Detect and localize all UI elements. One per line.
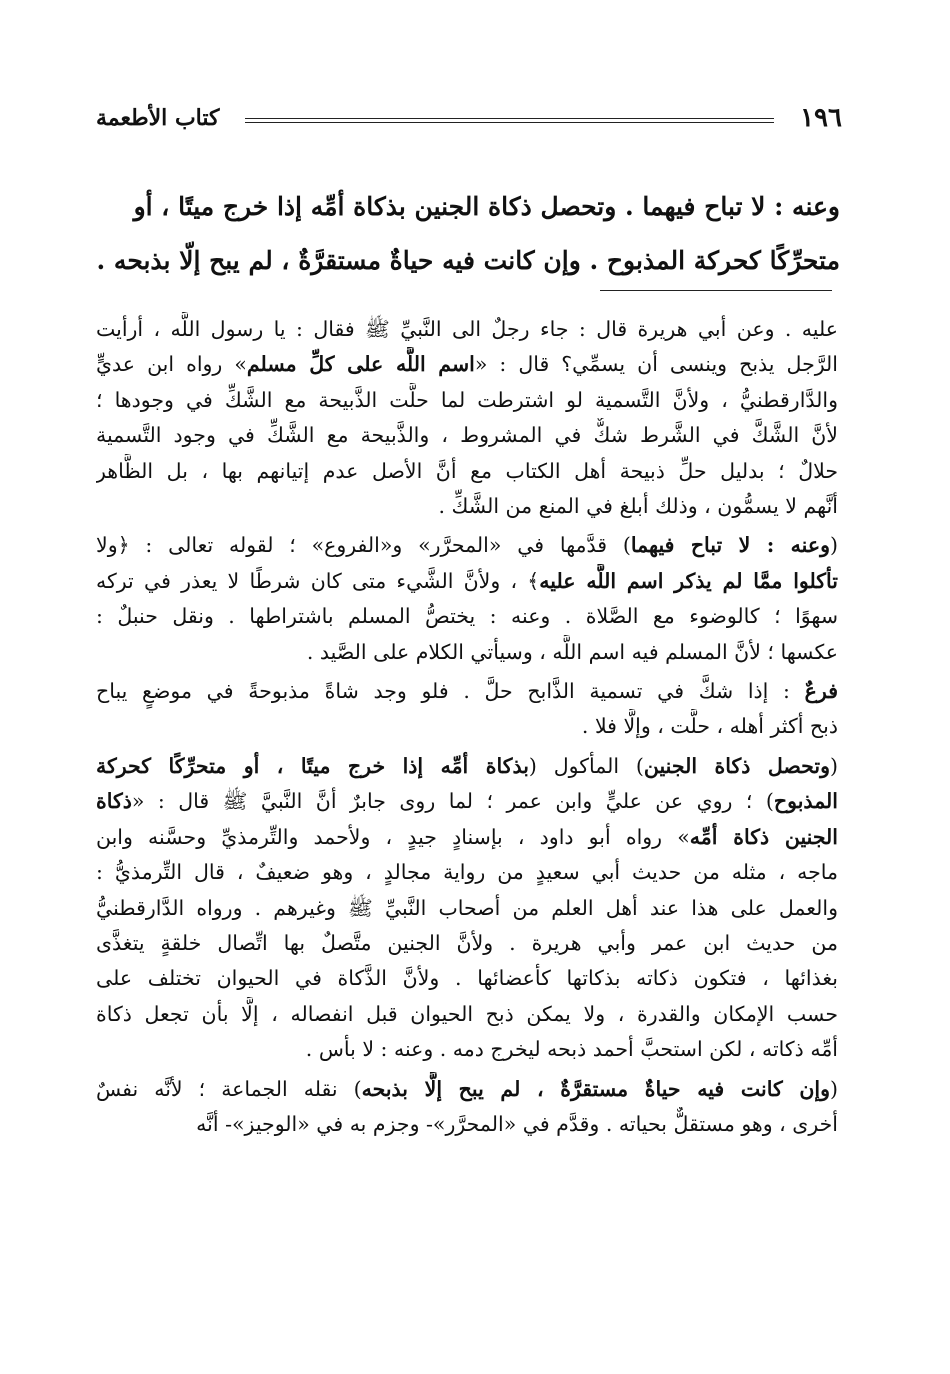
commentary-line: عليه . وعن أبي هريرة قال : جاء رجلٌ الى النَّبيِّ ﷺ فقال : يا رسول اللَّه ، أرأيت: [96, 317, 838, 341]
commentary-line: والدَّارقطنيُّ ، ولأنَّ التَّسمية لو اشترطت لما حلَّت الذَّبيحة مع الشَّكِّ في وجودها ؛: [96, 387, 838, 412]
commentary-line: حسب الإمكان والقدرة ، ولا يمكن ذبح الحيوان قبل انفصاله ، إلَّا بأن تجعل ذكاة: [96, 1001, 838, 1026]
text-run: » رواه ابن عديٍّ: [96, 352, 247, 377]
commentary-paragraph: [96, 749, 838, 1068]
main-text-line: متحرِّكًا كحركة المذبوح . وإن كانت فيه حياةٌ مستقرَّةٌ ، لم يبح إلّا بذبحه .: [96, 246, 840, 275]
bold-quote: تأكلوا ممَّا لم يذكر اسم اللَّه عليه: [539, 568, 838, 593]
running-header: [96, 96, 842, 140]
commentary-line: [96, 564, 838, 599]
bold-quote: وإن كانت فيه حياةٌ مستقرَّةٌ ، لم يبح إلَّا بذبحه: [361, 1076, 830, 1101]
commentary-paragraph: [96, 1072, 838, 1143]
commentary-line: [96, 1072, 838, 1107]
commentary-line: أمِّه ذكاته ، لكن استحبَّ أحمد ذبحه ليخرج دمه . وعنه : لا بأس .: [305, 1037, 838, 1062]
bold-quote: ذكاة: [96, 789, 132, 814]
commentary-line: من حديث ابن عمر وأبي هريرة . ولأنَّ الجنين متَّصلٌ بها اتِّصال خلقةٍ يتغذَّى: [96, 930, 838, 955]
main-text-block: [96, 180, 840, 288]
bold-quote: اسم اللَّه على كلِّ مسلم: [246, 352, 475, 377]
text-run: (: [829, 533, 838, 558]
commentary-line: أنَّهم لا يسمُّون ، وذلك أبلغ في المنع من الشَّكِّ .: [438, 494, 838, 519]
bold-quote: بذكاة أمِّه إذا خرج ميتًا ، أو متحرِّكًا كحركة: [96, 753, 529, 778]
commentary-line: والعمل على هذا عند أهل العلم من أصحاب النَّبيِّ ﷺ وغيرهم . ورواه الدَّارقطنيُّ: [96, 895, 838, 920]
bold-quote: وتحصل ذكاة الجنين: [643, 753, 830, 778]
commentary-line: عكسها ؛ لأنَّ المسلم فيه اسم اللَّه ، وسيأتي الكلام على الصَّيد .: [306, 639, 838, 664]
bold-quote: الجنين ذكاة أمِّه: [689, 824, 838, 849]
bold-quote: وعنه : لا تباح فيهما: [630, 533, 830, 558]
text-run: : إذا شكَّ في تسمية الذَّابح حلَّ . فلو وجد شاةً مذبوحةً في موضعٍ يباح: [96, 679, 805, 704]
commentary-line: حلالٌ ؛ بدليل حلِّ ذبيحة أهل الكتاب مع أنَّ الأصل عدم إتيانهم بها ، بل الظَّاهر: [96, 458, 838, 483]
text-run: ) قدَّمها في «المحرَّر» و«الفروع» ؛ لقوله تعالى : ﴿ولا: [96, 533, 631, 558]
header-rule: [245, 118, 774, 123]
commentary-line: ذبح أكثر أهله ، حلَّت ، وإلَّا فلا .: [581, 714, 838, 739]
commentary-line: أخرى ، وهو مستقلٌّ بحياته . وقدَّم في «المحرَّر»- وجزم به في «الوجيز»- أنَّه: [196, 1111, 838, 1136]
text-run: ) نقله الجماعة ؛ لأنَّه نفسٌ: [96, 1076, 362, 1101]
commentary-paragraph: [96, 312, 838, 524]
text-run: » رواه أبو داود ، بإسنادٍ جيدٍ ، ولأحمد والتِّرمذيِّ وحسَّنه وابن: [96, 824, 690, 849]
commentary-line: [96, 820, 838, 855]
commentary-line: [96, 347, 838, 382]
commentary-paragraph: [96, 674, 838, 745]
text-run: الرَّجل يذبح وينسى أن يسمِّي؟ قال : «: [474, 352, 838, 377]
commentary-line: [96, 784, 838, 819]
page-number: ١٩٦: [800, 103, 842, 133]
commentary-line: لأنَّ الشَّكَّ في الشَّرط شكٌّ في المشروط ، والذَّبيحة مع الشَّكِّ في وجود التَّسمية: [96, 423, 838, 448]
commentary-block: [96, 312, 838, 1142]
commentary-paragraph: [96, 528, 838, 670]
commentary-line: سهوًا ؛ كالوضوء مع الصَّلاة . وعنه : يختصُّ المسلم باشتراطها . ونقل حنبلٌ :: [96, 604, 838, 629]
commentary-line: ماجه ، مثله من حديث أبي سعيدٍ من رواية مجالدٍ ، وهو ضعيفٌ ، قال التِّرمذيُّ :: [96, 860, 838, 885]
book-title: كتاب الأطعمة: [96, 105, 220, 131]
text-run: (: [830, 1076, 838, 1101]
text-run: ﴾ ، ولأنَّ الشَّيء متى كان شرطًا لا يعذر في تركه: [96, 568, 540, 593]
text-run: ) ؛ روي عن عليٍّ وابن عمر ؛ لما روى جابرٌ أنَّ النَّبيَّ ﷺ قال : «: [131, 789, 774, 814]
commentary-line: [96, 528, 838, 563]
text-run: (: [830, 753, 838, 778]
commentary-line: [96, 749, 838, 784]
footnote-separator-rule: [600, 290, 832, 291]
commentary-line: [96, 674, 838, 709]
text-run: ) المأكول (: [528, 753, 644, 778]
bold-quote: فرعٌ: [804, 679, 838, 704]
commentary-line: بغذائها ، فتكون ذكاته بذكاتها كأعضائها . ولأنَّ الذَّكاة في الحيوان تختلف على: [96, 966, 838, 991]
bold-quote: المذبوح: [773, 789, 838, 814]
main-text-line: وعنه : لا تباح فيهما . وتحصل ذكاة الجنين بذكاة أمِّه إذا خرج ميتًا ، أو: [133, 192, 840, 221]
